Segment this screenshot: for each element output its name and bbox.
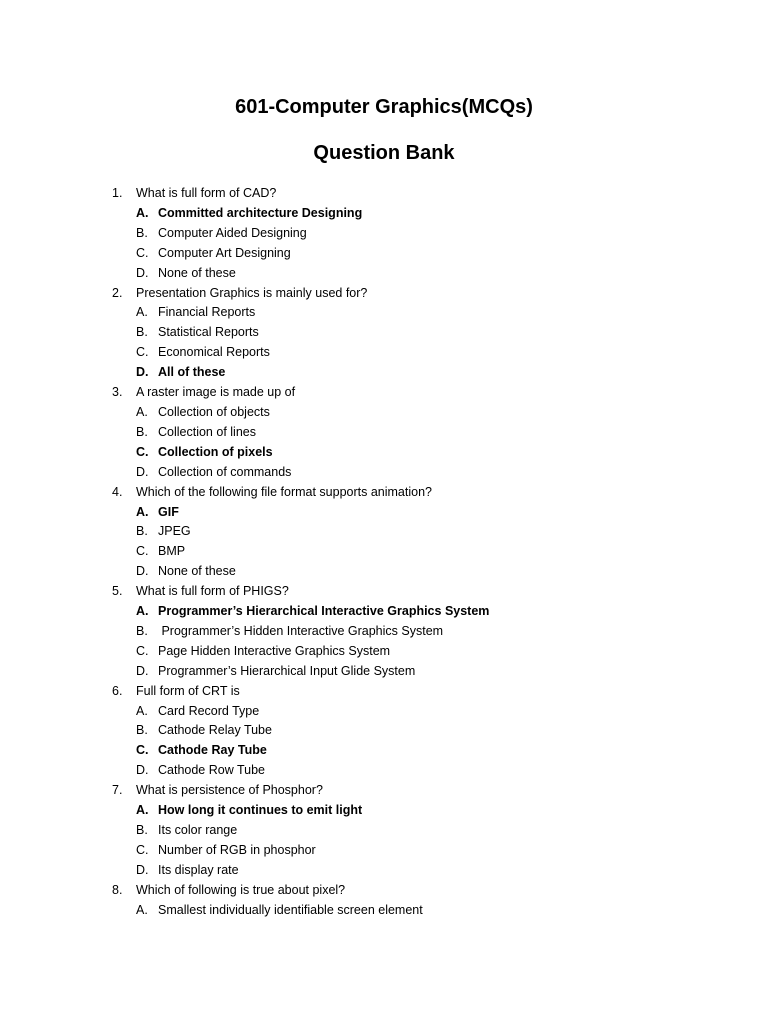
option-text: Its display rate [158,862,239,877]
option-text: How long it continues to emit light [158,803,363,818]
option-text: Cathode Row Tube [158,763,266,778]
answer-option [112,801,732,821]
answer-option [112,443,732,463]
option-text: All of these [158,365,226,380]
option-letter: C. [136,743,149,758]
answer-option [112,264,732,284]
question-line [112,184,732,204]
option-letter: A. [136,504,149,519]
option-text: Its color range [158,823,238,837]
question-number: 2. [112,285,123,300]
document-subtitle: Question Bank [313,142,455,164]
option-text: Committed architecture Designing [158,205,363,220]
answer-option [112,363,732,383]
option-letter: C. [136,643,149,658]
question-text: Which of following is true about pixel? [136,882,346,897]
question-text: Presentation Graphics is mainly used for? [136,285,368,300]
question-text: A raster image is made up of [136,385,296,400]
option-text: Financial Reports [158,305,256,320]
question-line [112,781,732,801]
option-text: Smallest individually identifiable screen element [158,902,423,917]
option-text: BMP [158,544,186,559]
option-letter: D. [136,464,149,479]
question-line [112,383,732,403]
option-letter: A. [136,205,149,220]
option-text: Collection of lines [158,424,256,439]
answer-option [112,622,732,642]
option-text: Card Record Type [158,703,260,718]
option-text: Collection of objects [158,404,270,419]
option-letter: D. [136,265,149,280]
option-letter: C. [136,444,149,459]
question-item [112,582,732,682]
option-text: Computer Aided Designing [158,225,307,240]
option-letter: B. [136,723,148,738]
option-letter: D. [136,663,149,678]
question-item [112,284,732,384]
answer-option [112,343,732,363]
question-number: 4. [112,484,123,499]
option-letter: D. [136,862,149,877]
answer-option [112,562,732,582]
option-letter: C. [136,842,149,857]
option-letter: D. [136,763,149,778]
option-letter: A. [136,305,148,320]
option-text: Cathode Ray Tube [158,743,267,758]
question-list [112,184,732,921]
option-text: Collection of pixels [158,444,273,459]
question-item [112,483,732,583]
question-line [112,881,732,901]
answer-option [112,463,732,483]
answer-option [112,741,732,761]
question-line [112,582,732,602]
option-letter: C. [136,345,149,360]
option-letter: D. [136,365,149,380]
question-line [112,284,732,304]
option-text: GIF [158,504,179,519]
option-text: None of these [158,564,236,579]
answer-option [112,602,732,622]
option-letter: B. [136,424,148,439]
answer-option [112,662,732,682]
option-letter: B. [136,524,148,539]
question-text: What is full form of CAD? [136,186,277,200]
option-letter: A. [136,703,148,718]
option-letter: B. [136,325,148,340]
answer-option [112,821,732,841]
question-number: 8. [112,882,123,897]
question-text: Which of the following file format supports animation? [136,484,432,499]
option-letter: A. [136,604,149,619]
question-item [112,781,732,881]
question-text: Full form of CRT is [136,683,240,698]
question-line [112,682,732,702]
question-number: 3. [112,385,123,400]
option-letter: A. [136,404,148,419]
question-line [112,483,732,503]
answer-option [112,702,732,722]
question-number: 7. [112,783,123,798]
question-number: 5. [112,584,123,599]
answer-option [112,841,732,861]
answer-option [112,861,732,881]
option-text: Programmer’s Hierarchical Interactive Graphics System [158,604,490,619]
option-text: Cathode Relay Tube [158,723,272,738]
answer-option [112,503,732,523]
answer-option [112,522,732,542]
option-text: JPEG [158,524,191,539]
option-letter: C. [136,245,149,260]
question-item [112,184,732,284]
question-number: 1. [112,186,123,200]
answer-option [112,642,732,662]
option-text: Economical Reports [158,345,270,360]
option-letter: B. [136,623,148,638]
question-text: What is full form of PHIGS? [136,584,289,599]
question-item [112,383,732,483]
option-text: Computer Art Designing [158,245,291,260]
answer-option [112,761,732,781]
question-number: 6. [112,683,123,698]
option-text: Page Hidden Interactive Graphics System [158,643,391,658]
answer-option [112,423,732,443]
question-text: What is persistence of Phosphor? [136,783,323,798]
option-text: None of these [158,265,236,280]
answer-option [112,721,732,741]
option-text: Collection of commands [158,464,292,479]
option-letter: C. [136,544,149,559]
option-letter: B. [136,823,148,837]
answer-option [112,542,732,562]
answer-option [112,323,732,343]
answer-option [112,204,732,224]
option-text: Statistical Reports [158,325,259,340]
document-title: 601-Computer Graphics(MCQs) [235,96,533,118]
option-letter: B. [136,225,148,240]
question-item [112,881,732,921]
option-text: Number of RGB in phosphor [158,842,316,857]
option-letter: D. [136,564,149,579]
answer-option [112,303,732,323]
question-item [112,682,732,782]
option-text: Programmer’s Hidden Interactive Graphics System [158,623,444,638]
answer-option [112,244,732,264]
option-text: Programmer’s Hierarchical Input Glide System [158,663,416,678]
answer-option [112,901,732,921]
option-letter: A. [136,803,149,818]
option-letter: A. [136,902,148,917]
answer-option [112,224,732,244]
answer-option [112,403,732,423]
